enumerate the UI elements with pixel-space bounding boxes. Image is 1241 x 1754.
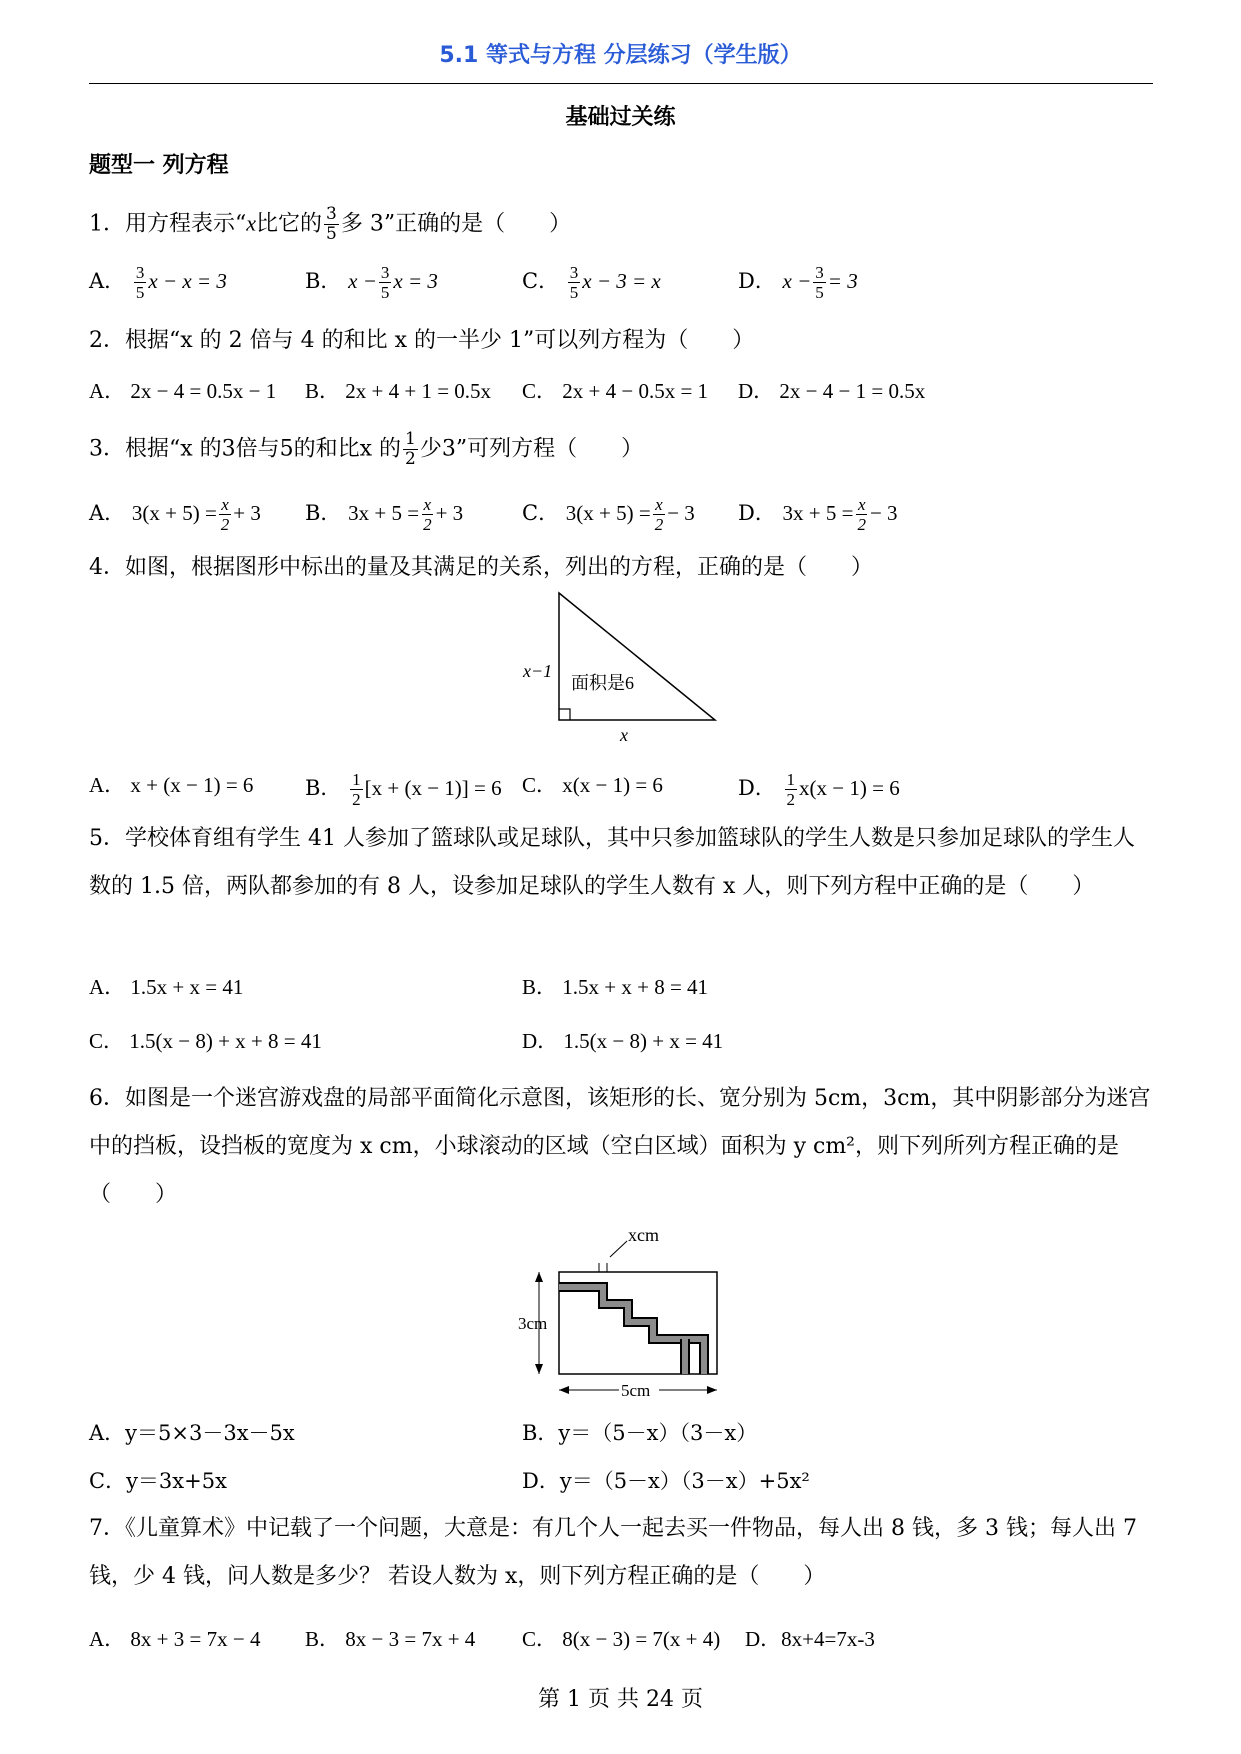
question-3-option-d[interactable]: D． 3x + 5 = $\frac{x}{2}$ − 3 (738, 495, 898, 534)
question-1-option-a[interactable]: A． $\frac{3}{5}$ x − x = 3 (89, 263, 227, 302)
maze-figure (515, 1215, 730, 1405)
question-6-option-d[interactable]: D．y＝（5－x）（3－x）+5x² (522, 1469, 810, 1493)
maze-height-label: 3cm (518, 1314, 548, 1333)
question-7-option-b[interactable]: B． 8x − 3 = 7x + 4 (305, 1627, 476, 1651)
question-5-option-a[interactable]: A． 1.5x + x = 41 (89, 975, 244, 999)
triangle-area-label: 面积是6 (571, 673, 634, 693)
triangle-base-label: x (620, 725, 628, 745)
question-6-stem: 6．如图是一个迷宫游戏盘的局部平面简化示意图，该矩形的长、宽分别为 5cm，3cm，其中阴影部分为迷宫中的挡板，设挡板的宽度为 x cm，小球滚动的区域（空白区域）面积为 y cm²，则下列所列方程正确的是（ ） (89, 1086, 1151, 1207)
question-3-option-b[interactable]: B． 3x + 5 = $\frac{x}{2}$ + 3 (305, 495, 464, 534)
question-3-option-c[interactable]: C． 3(x + 5) = $\frac{x}{2}$ − 3 (522, 495, 695, 534)
length-arrow-right (707, 1386, 717, 1394)
question-3-stem: 3．根据“x 的3倍与5的和比x 的 $\frac{1}{2}$ 少3”可列方程（ ） (89, 429, 644, 469)
question-6-option-c[interactable]: C．y＝3x+5x (89, 1469, 227, 1493)
question-7-option-d[interactable]: D．8x+4=7x-3 (745, 1627, 875, 1651)
maze-length-label: 5cm (621, 1381, 651, 1400)
question-2-stem: 2．根据“x 的 2 倍与 4 的和比 x 的一半少 1”可以列方程为（ ） (89, 328, 755, 353)
section-title: 基础过关练 (565, 105, 676, 130)
question-1-option-b[interactable]: B． x − $\frac{3}{5}$ x = 3 (305, 263, 438, 302)
question-type-title: 题型一 列方程 (89, 153, 229, 178)
question-7-option-a[interactable]: A． 8x + 3 = 7x − 4 (89, 1627, 261, 1651)
question-5-option-d[interactable]: D． 1.5(x − 8) + x = 41 (522, 1029, 724, 1053)
page-number-footer: 第 1 页 共 24 页 (538, 1687, 703, 1712)
width-leader-line (610, 1241, 627, 1257)
triangle-figure (515, 585, 725, 745)
question-2-option-a[interactable]: A． 2x − 4 = 0.5x − 1 (89, 379, 277, 403)
right-angle-marker (559, 709, 570, 720)
document-header-title: 5.1 等式与方程 分层练习（学生版） (439, 43, 802, 68)
question-4-option-a[interactable]: A． x + (x − 1) = 6 (89, 773, 254, 797)
question-6-option-a[interactable]: A．y＝5×3－3x－5x (89, 1421, 295, 1445)
question-7-stem: 7．《儿童算术》中记载了一个问题，大意是：有几个人一起去买一件物品，每人出 8 钱，多 3 钱；每人出 7 钱，少 4 钱，问人数是多少？ 若设人数为 x，则下列方程正确的是（ ） (89, 1516, 1137, 1589)
question-5-option-b[interactable]: B． 1.5x + x + 8 = 41 (522, 975, 709, 999)
question-4-option-c[interactable]: C． x(x − 1) = 6 (522, 773, 663, 797)
question-3-option-a[interactable]: A． 3(x + 5) = $\frac{x}{2}$ + 3 (89, 495, 261, 534)
question-4-option-b[interactable]: B． $\frac{1}{2}$ [x + (x − 1)] = 6 (305, 770, 502, 809)
maze-width-label: xcm (628, 1225, 659, 1245)
question-5-option-c[interactable]: C． 1.5(x − 8) + x + 8 = 41 (89, 1029, 322, 1053)
question-5-stem: 5．学校体育组有学生 41 人参加了篮球队或足球队，其中只参加篮球队的学生人数是只参加足球队的学生人数的 1.5 倍，两队都参加的有 8 人，设参加足球队的学生人数有 x 人，则下列方程中正确的是（ ） (89, 826, 1135, 899)
question-2-option-b[interactable]: B． 2x + 4 + 1 = 0.5x (305, 379, 492, 403)
header-divider (89, 83, 1153, 84)
question-1-option-d[interactable]: D． x − $\frac{3}{5}$ = 3 (738, 263, 858, 302)
height-arrow-top (535, 1272, 543, 1282)
question-2-option-c[interactable]: C． 2x + 4 − 0.5x = 1 (522, 379, 709, 403)
triangle-side-label: x−1 (523, 661, 553, 681)
question-6-option-b[interactable]: B．y＝（5－x）（3－x） (522, 1421, 758, 1445)
height-arrow-bottom (535, 1364, 543, 1374)
question-1-option-c[interactable]: C． $\frac{3}{5}$ x − 3 = x (522, 263, 661, 302)
right-triangle (559, 593, 715, 720)
question-1-stem: 1．用方程表示“x比它的 $\frac{3}{5}$ 多 3”正确的是（ ） (89, 204, 572, 244)
question-2-option-d[interactable]: D． 2x − 4 − 1 = 0.5x (738, 379, 926, 403)
question-4-stem: 4．如图，根据图形中标出的量及其满足的关系，列出的方程，正确的是（ ） (89, 555, 873, 580)
question-4-option-d[interactable]: D． $\frac{1}{2}$ x(x − 1) = 6 (738, 770, 900, 809)
question-7-option-c[interactable]: C． 8(x − 3) = 7(x + 4) (522, 1627, 721, 1651)
length-arrow-left (559, 1386, 569, 1394)
